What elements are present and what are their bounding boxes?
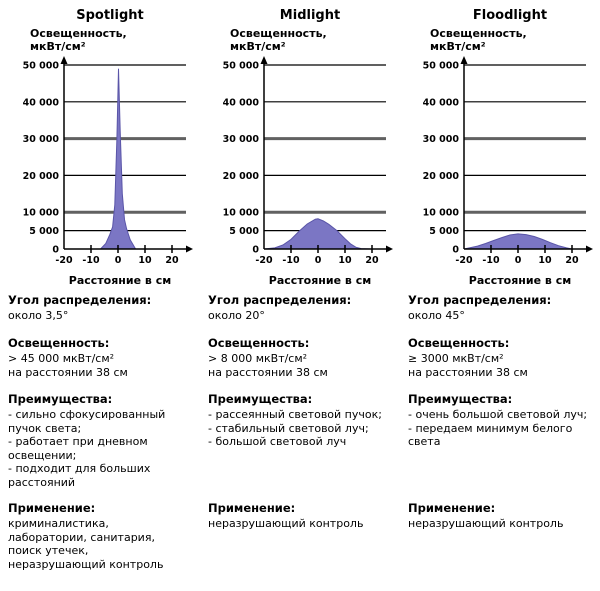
advantages-heading: Преимущества: [208,392,313,406]
y-axis-label-line1: Освещенность, [430,27,527,40]
svg-text:-10: -10 [482,255,500,266]
chart-title-spotlight: Spotlight [76,8,144,23]
advantages-section [208,393,394,502]
angle-value: около 45° [408,309,465,322]
advantage-item: - сильно сфокусированный пучок света; [8,408,166,435]
application-section [8,502,194,571]
application-line: лаборатории, санитария, [8,530,155,544]
svg-text:10: 10 [138,255,152,266]
floodlight-distribution-chart [408,53,594,277]
svg-text:50 000: 50 000 [422,60,459,72]
advantage-item: - рассеянный световой пучок; [208,408,382,421]
advantages-section [408,393,594,502]
column-spotlight [0,0,200,571]
column-midlight [200,0,400,571]
svg-text:30 000: 30 000 [422,134,459,146]
column-floodlight [400,0,600,571]
angle-section [8,294,194,337]
spotlight-distribution-chart [8,53,194,277]
application-heading: Применение: [8,501,96,515]
svg-text:20 000: 20 000 [422,170,459,182]
svg-text:5 000: 5 000 [229,226,259,238]
x-axis-label: Расстояние в см [68,274,172,287]
y-axis-label [30,27,194,53]
advantage-item: - очень большой световой луч; [408,408,588,421]
y-axis-label-line2: мкВт/см² [230,40,286,53]
svg-text:-10: -10 [82,255,100,266]
illuminance-heading: Освещенность: [8,336,110,350]
angle-heading: Угол распределения: [8,293,152,307]
illuminance-heading: Освещенность: [408,336,510,350]
illuminance-section [8,337,194,393]
advantages-heading: Преимущества: [8,392,113,406]
illuminance-value: > 8 000 мкВт/см² [208,352,308,365]
svg-text:50 000: 50 000 [22,60,59,72]
angle-value: около 3,5° [8,309,69,322]
illuminance-distance: на расстоянии 38 см [208,365,328,379]
advantage-item: - большой световой луч [208,435,347,448]
advantages-section [8,393,194,502]
svg-text:40 000: 40 000 [422,97,459,109]
advantages-heading: Преимущества: [408,392,513,406]
illuminance-value: > 45 000 мкВт/см² [8,352,115,365]
y-axis-label [430,27,594,53]
svg-text:50 000: 50 000 [222,60,259,72]
svg-text:40 000: 40 000 [22,97,59,109]
y-axis-label [230,27,394,53]
angle-value: около 20° [208,309,265,322]
illuminance-value: ≥ 3000 мкВт/см² [408,352,504,365]
chart-svg [8,53,200,277]
svg-text:20 000: 20 000 [22,170,59,182]
svg-text:10 000: 10 000 [422,207,459,219]
svg-text:-20: -20 [455,255,473,266]
svg-text:20: 20 [165,255,179,266]
illuminance-heading: Освещенность: [208,336,310,350]
chart-svg [408,53,600,277]
angle-section [208,294,394,337]
application-heading: Применение: [208,501,296,515]
svg-text:0: 0 [52,244,59,256]
svg-text:0: 0 [314,255,322,266]
y-axis-label-line2: мкВт/см² [430,40,486,53]
svg-text:30 000: 30 000 [22,134,59,146]
x-axis-label: Расстояние в см [268,274,372,287]
chart-title-midlight: Midlight [279,8,341,23]
advantage-item: - передаем минимум белого света [408,421,573,448]
svg-text:20 000: 20 000 [222,170,259,182]
x-axis-label: Расстояние в см [468,274,572,287]
illuminance-section [408,337,594,393]
svg-text:0: 0 [114,255,122,266]
svg-text:0: 0 [252,244,259,256]
y-axis-label-line1: Освещенность, [230,27,327,40]
application-line: неразрушающий контроль [408,517,564,530]
application-line: неразрушающий контроль [8,557,164,571]
svg-text:10: 10 [338,255,352,266]
application-section [208,502,394,531]
advantage-item: - подходит для больших расстояний [8,462,151,489]
svg-text:0: 0 [452,244,459,256]
svg-text:5 000: 5 000 [429,226,459,238]
y-axis-label-line2: мкВт/см² [30,40,86,53]
svg-text:10 000: 10 000 [222,207,259,219]
svg-text:10: 10 [538,255,552,266]
y-axis-label-line1: Освещенность, [30,27,127,40]
chart-svg [208,53,400,277]
illuminance-section [208,337,394,393]
illuminance-distance: на расстоянии 38 см [408,365,528,379]
advantage-item: - работает при дневном освещении; [8,435,148,462]
svg-text:10 000: 10 000 [22,207,59,219]
svg-text:40 000: 40 000 [222,97,259,109]
angle-section [408,294,594,337]
advantage-item: - стабильный световой луч; [208,421,369,435]
svg-text:0: 0 [514,255,522,266]
midlight-distribution-chart [208,53,394,277]
svg-text:-10: -10 [282,255,300,266]
chart-title-floodlight: Floodlight [472,8,548,23]
angle-heading: Угол распределения: [208,293,352,307]
application-line: поиск утечек, [8,544,89,557]
application-line: неразрушающий контроль [208,517,364,530]
illuminance-distance: на расстоянии 38 см [8,365,128,379]
svg-text:20: 20 [565,255,579,266]
svg-text:-20: -20 [55,255,73,266]
application-heading: Применение: [408,501,496,515]
svg-text:30 000: 30 000 [222,134,259,146]
svg-text:20: 20 [365,255,379,266]
angle-heading: Угол распределения: [408,293,552,307]
svg-text:-20: -20 [255,255,273,266]
application-section [408,502,594,531]
svg-text:5 000: 5 000 [29,226,59,238]
application-line: криминалистика, [8,517,109,530]
